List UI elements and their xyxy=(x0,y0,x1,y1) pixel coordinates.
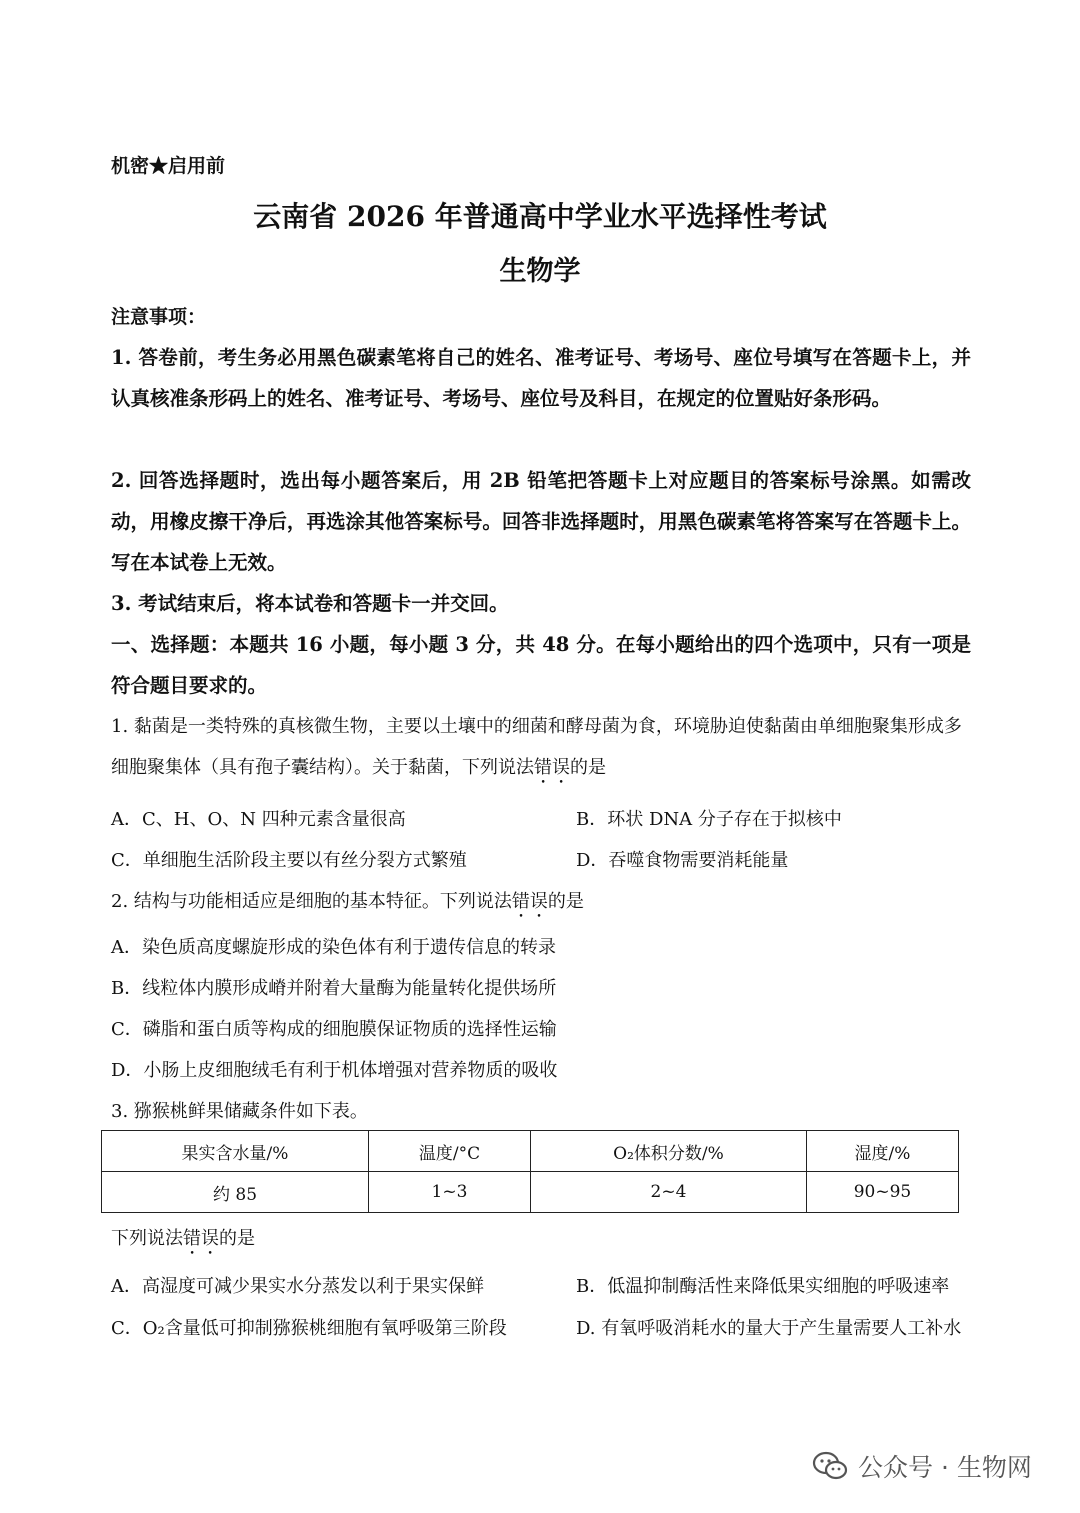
table-header-row xyxy=(102,1131,959,1172)
table-cell: 约 85 xyxy=(102,1172,369,1213)
table-header-cell: 湿度/% xyxy=(807,1131,959,1172)
question-1-option-b: B．环状 DNA 分子存在于拟核中 xyxy=(576,809,842,830)
question-3-option-a: A．高湿度可减少果实水分蒸发以利于果实保鲜 xyxy=(111,1276,484,1297)
table-row xyxy=(102,1172,959,1213)
question-2-option-d: D．小肠上皮细胞绒毛有利于机体增强对营养物质的吸收 xyxy=(111,1060,558,1081)
question-2-option-b: B．线粒体内膜形成嵴并附着大量酶为能量转化提供场所 xyxy=(111,978,557,999)
watermark xyxy=(812,1448,1032,1484)
table-header-cell: O₂体积分数/% xyxy=(531,1131,807,1172)
section-heading: 一、选择题：本题共 16 小题，每小题 3 分，共 48 分。在每小题给出的四个选项中，只有一项是符合题目要求的。 xyxy=(111,633,971,697)
wechat-icon xyxy=(812,1451,848,1481)
question-3-text: 下列说法 xyxy=(111,1228,183,1249)
exam-title: 云南省 2026 年普通高中学业水平选择性考试 xyxy=(253,200,827,233)
question-2-option-c: C．磷脂和蛋白质等构成的细胞膜保证物质的选择性运输 xyxy=(111,1019,557,1040)
question-2-tail: 的是 xyxy=(547,891,584,912)
table-header-cell: 果实含水量/% xyxy=(102,1131,369,1172)
question-3-prompt xyxy=(111,1224,255,1259)
notice-heading: 注意事项： xyxy=(111,306,207,328)
question-3-option-d: D. 有氧呼吸消耗水的量大于产生量需要人工补水 xyxy=(576,1318,962,1339)
question-2-emphasis: 错误 xyxy=(511,891,548,912)
question-3-option-b: B．低温抑制酶活性来降低果实细胞的呼吸速率 xyxy=(576,1276,950,1297)
question-1-tail: 的是 xyxy=(570,757,606,778)
question-3-stem: 3. 猕猴桃鲜果储藏条件如下表。 xyxy=(111,1101,368,1122)
question-3-tail: 的是 xyxy=(219,1228,255,1249)
table-cell: 90~95 xyxy=(807,1172,959,1213)
table-header-cell: 温度/°C xyxy=(369,1131,531,1172)
confidential-label: 机密★启用前 xyxy=(111,155,226,177)
table-cell: 2~4 xyxy=(531,1172,807,1213)
question-2-stem xyxy=(111,887,584,922)
question-2-text: 2. 结构与功能相适应是细胞的基本特征。下列说法 xyxy=(111,891,512,912)
watermark-text: 公众号 · 生物网 xyxy=(858,1453,1032,1482)
question-1-option-d: D．吞噬食物需要消耗能量 xyxy=(576,850,789,871)
notice-item-3: 3. 考试结束后，将本试卷和答题卡一并交回。 xyxy=(111,592,509,615)
question-1-option-c: C．单细胞生活阶段主要以有丝分裂方式繁殖 xyxy=(111,850,467,871)
question-3-option-c: C．O₂含量低可抑制猕猴桃细胞有氧呼吸第三阶段 xyxy=(111,1318,507,1339)
notice-item-1: 1. 答卷前，考生务必用黑色碳素笔将自己的姓名、准考证号、考场号、座位号填写在答题卡上，并认真核准条形码上的姓名、准考证号、考场号、座位号及科目，在规定的位置贴好条形码。 xyxy=(111,346,971,410)
storage-conditions-table xyxy=(101,1130,959,1213)
subject-title: 生物学 xyxy=(499,256,581,287)
question-2-option-a: A．染色质高度螺旋形成的染色体有利于遗传信息的转录 xyxy=(111,937,556,958)
notice-item-2: 2. 回答选择题时，选出每小题答案后，用 2B 铅笔把答题卡上对应题目的答案标号涂黑。如需改动，用橡皮擦干净后，再选涂其他答案标号。回答非选择题时，用黑色碳素笔将答案写在答题卡上。写在本试卷上无效。 xyxy=(111,469,971,574)
question-1-option-a: A．C、H、O、N 四种元素含量很高 xyxy=(111,809,406,830)
question-3-emphasis: 错误 xyxy=(183,1228,219,1249)
table-cell: 1~3 xyxy=(369,1172,531,1213)
question-1-emphasis: 错误 xyxy=(534,757,570,778)
question-1-text: 1. 黏菌是一类特殊的真核微生物，主要以土壤中的细菌和酵母菌为食，环境胁迫使黏菌由单细胞聚集形成多细胞聚集体（具有孢子囊结构）。关于黏菌，下列说法 xyxy=(111,716,962,778)
question-1-stem xyxy=(111,706,971,788)
